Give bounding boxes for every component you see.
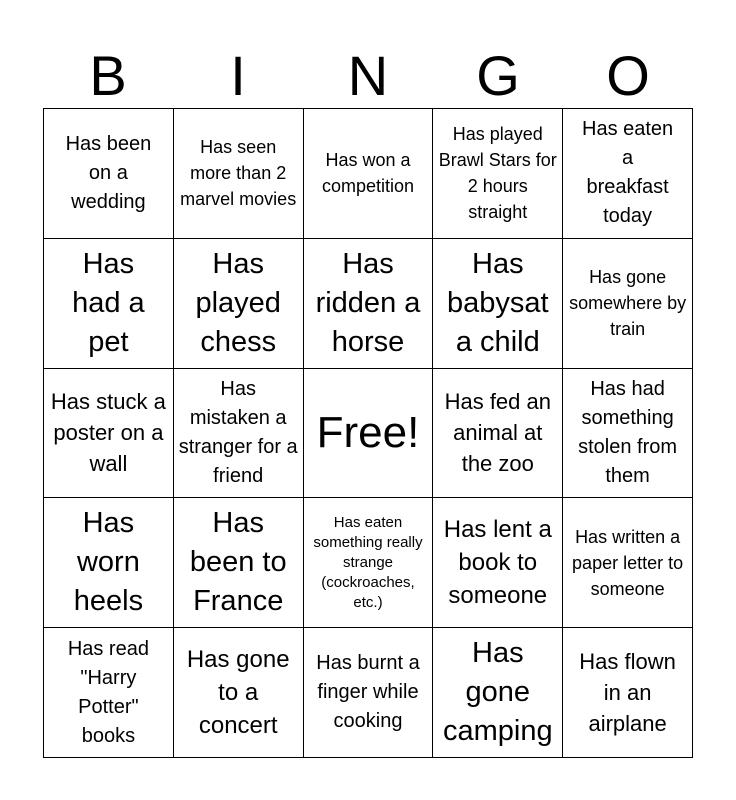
cell-text: Has played chess bbox=[195, 247, 281, 358]
bingo-cell[interactable] bbox=[433, 498, 563, 628]
cell-text: Has flown in an airplane bbox=[579, 649, 676, 737]
header-letter-g: G bbox=[476, 44, 520, 107]
bingo-cell[interactable] bbox=[304, 109, 434, 239]
cell-text: Has fed an animal at the zoo bbox=[444, 389, 551, 477]
bingo-cell[interactable] bbox=[563, 498, 693, 628]
bingo-cell[interactable] bbox=[44, 109, 174, 239]
bingo-cell[interactable] bbox=[174, 239, 304, 369]
bingo-header bbox=[43, 44, 693, 108]
bingo-cell[interactable] bbox=[304, 239, 434, 369]
cell-text: Has won a competition bbox=[321, 150, 415, 197]
cell-text: Has played Brawl Stars for 2 hours straight bbox=[438, 124, 557, 223]
cell-text: Has mistaken a stranger for a friend bbox=[178, 377, 298, 487]
bingo-cell[interactable] bbox=[44, 628, 174, 758]
cell-text: Has babysat a child bbox=[447, 247, 549, 358]
cell-text: Has gone camping bbox=[442, 637, 553, 748]
cell-text: Has burnt a finger while cooking bbox=[316, 652, 420, 733]
bingo-cell[interactable] bbox=[44, 498, 174, 628]
cell-text: Has ridden a horse bbox=[315, 247, 421, 358]
bingo-cell[interactable] bbox=[304, 628, 434, 758]
header-letter-i: I bbox=[230, 44, 246, 107]
bingo-grid bbox=[43, 108, 693, 758]
cell-text: Has seen more than 2 marvel movies bbox=[180, 137, 297, 210]
bingo-cell[interactable] bbox=[563, 369, 693, 499]
cell-text: Has been to France bbox=[189, 507, 287, 618]
bingo-cell[interactable] bbox=[174, 498, 304, 628]
header-letter-b: B bbox=[89, 44, 127, 107]
free-space-label: Free! bbox=[316, 407, 420, 457]
bingo-cell[interactable] bbox=[433, 628, 563, 758]
cell-text: Has gone to a concert bbox=[186, 646, 290, 740]
cell-text: Has stuck a poster on a wall bbox=[50, 389, 166, 477]
bingo-cell[interactable] bbox=[44, 239, 174, 369]
bingo-cell[interactable] bbox=[44, 369, 174, 499]
cell-text: Has had a pet bbox=[72, 247, 145, 358]
cell-text: Has eaten something really strange (cockroaches, etc.) bbox=[313, 513, 423, 611]
bingo-cell[interactable] bbox=[174, 628, 304, 758]
cell-text: Has read "Harry Potter" books bbox=[67, 637, 149, 747]
bingo-cell[interactable] bbox=[174, 109, 304, 239]
bingo-cell[interactable] bbox=[433, 109, 563, 239]
bingo-cell[interactable] bbox=[563, 239, 693, 369]
cell-text: Has been on a wedding bbox=[65, 132, 152, 213]
cell-text: Has written a paper letter to someone bbox=[572, 526, 684, 599]
header-letter-o: O bbox=[606, 44, 650, 107]
bingo-free-cell[interactable] bbox=[304, 369, 434, 499]
cell-text: Has worn heels bbox=[73, 507, 144, 618]
bingo-cell[interactable] bbox=[433, 239, 563, 369]
bingo-cell[interactable] bbox=[174, 369, 304, 499]
cell-text: Has lent a book to someone bbox=[443, 516, 552, 610]
cell-text: Has eaten a breakfast today bbox=[582, 118, 674, 228]
bingo-cell[interactable] bbox=[563, 109, 693, 239]
cell-text: Has had something stolen from them bbox=[578, 377, 678, 487]
bingo-cell[interactable] bbox=[563, 628, 693, 758]
cell-text: Has gone somewhere by train bbox=[569, 267, 687, 340]
bingo-cell[interactable] bbox=[433, 369, 563, 499]
header-letter-n: N bbox=[347, 44, 389, 107]
bingo-cell[interactable] bbox=[304, 498, 434, 628]
